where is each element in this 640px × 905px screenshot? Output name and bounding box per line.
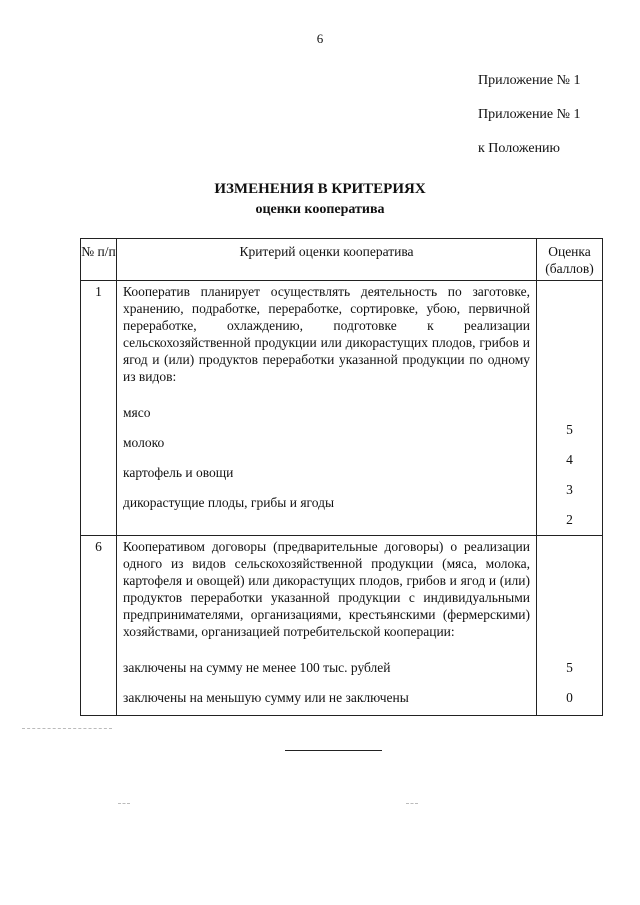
option-label: дикорастущие плоды, грибы и ягоды (123, 495, 335, 510)
closing-rule (285, 750, 382, 751)
header-score: Оценка (баллов) (537, 239, 603, 281)
option-score: 5 (566, 422, 573, 437)
document-title: ИЗМЕНЕНИЯ В КРИТЕРИЯХ (214, 181, 426, 197)
criterion-text: Кооперативом договоры (предварительные договоры) о реализации одного из видов сельскохозяйственной продукции (мяса, молока, картофеля и овощей) или дикорастущих плодов, грибов и ягод и (или) продуктов переработки указанной продукции с индивидуальными предпринимателями, организациями, крестьянскими (фермерскими) хозяйствами, организацией потребительской кооперации: (123, 539, 530, 639)
option-score: 0 (566, 690, 573, 705)
criterion-text: Кооператив планирует осуществлять деятельность по заготовке, хранению, подработке, переработке, сортировке, убою, первичной переработке, охлаждению, подготовке к реализации сельскохозяйственной продукции или дикорастущих плодов, грибов и ягод и (или) продуктов переработки указанной продукции по одному из видов: (123, 284, 530, 384)
annex-label: Приложение № 1 (478, 73, 581, 88)
scan-artifact (22, 728, 112, 729)
scan-artifact (406, 803, 418, 804)
criteria-table (80, 238, 603, 716)
criterion-cell (117, 536, 537, 716)
table-row (81, 281, 603, 536)
score-cell (537, 281, 603, 536)
score-cell (537, 536, 603, 716)
criterion-cell (117, 281, 537, 536)
scan-artifact (118, 803, 130, 804)
option-score: 4 (566, 452, 573, 467)
document-subtitle: оценки кооператива (255, 202, 385, 217)
row-number: 6 (81, 536, 117, 716)
annex-reference: к Положению (478, 141, 561, 156)
header-number: № п/п (81, 239, 117, 281)
option-label: молоко (123, 435, 165, 450)
option-score: 3 (566, 482, 573, 497)
header-criterion: Критерий оценки кооператива (117, 239, 537, 281)
option-label: мясо (123, 405, 151, 420)
table-row (81, 536, 603, 716)
annex-label-repeat: Приложение № 1 (478, 107, 581, 122)
option-score: 5 (566, 660, 573, 675)
row-number: 1 (81, 281, 117, 536)
option-label: заключены на сумму не менее 100 тыс. рублей (123, 660, 391, 675)
option-label: картофель и овощи (123, 465, 234, 480)
option-label: заключены на меньшую сумму или не заключены (123, 690, 409, 705)
table-header-row (81, 239, 603, 281)
page-number: 6 (316, 31, 324, 46)
option-score: 2 (566, 512, 573, 527)
